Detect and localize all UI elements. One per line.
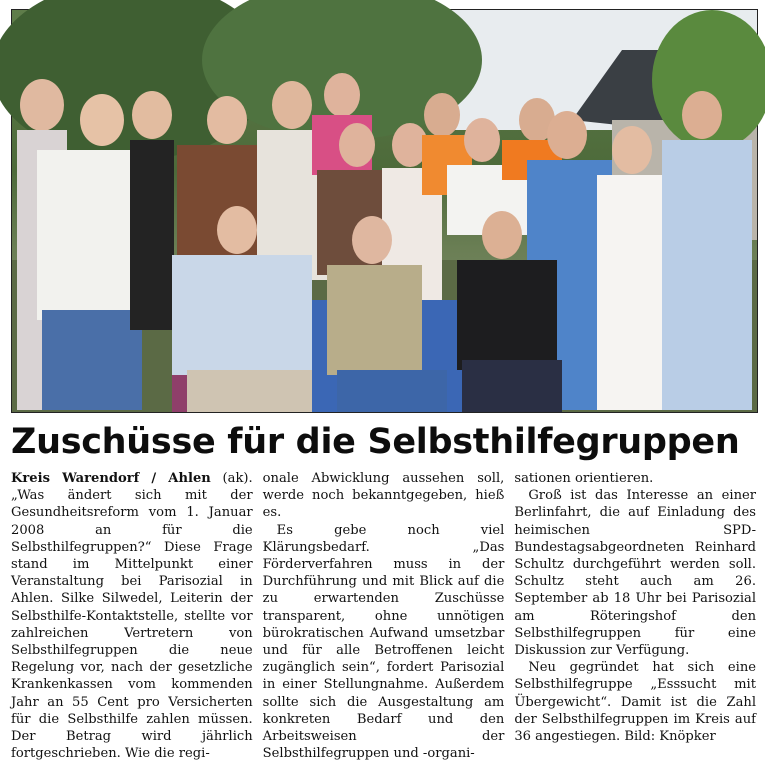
- dateline: Kreis Warendorf / Ahlen: [11, 471, 211, 486]
- group-photo-icon: [12, 10, 757, 412]
- article-paragraph: sationen orientieren.: [514, 471, 654, 486]
- article-body: [11, 470, 757, 762]
- article-paragraph: Groß ist das Interesse an einer Berlinfahrt, die auf Einladung des heimischen SPD-Bundestagsabgeordneten Reinhard Schultz durchgeführt werden soll. Schultz steht auch am 26. September ab 18 Uhr bei Parisozial am Röteringshof den Selbsthilfegruppen für eine Diskussion zur Verfügung.: [514, 488, 757, 659]
- article-paragraph: Es gebe noch viel Klärungsbedarf. „Das Förderverfahren muss in der Durchführung und mit Blick auf die zu erwartenden Zuschüsse transparent, ohne unnötigen bürokratischen Aufwand umsetzbar und für alle Betroffenen leicht zugänglich sein“, fordert Parisozial in einer Stellungnahme. Außerdem sollte sich die Ausgestaltung am konkreten Bedarf und den Arbeitsweisen der Selbsthilfegruppen und -organi-: [262, 522, 505, 762]
- headline: Zuschüsse für die Selbsthilfegruppen: [11, 422, 740, 462]
- group-photo: [11, 9, 758, 413]
- article-column-3: [514, 470, 757, 745]
- article-paragraph: onale Abwicklung aussehen soll, werde noch bekanntgegeben, hieß es.: [262, 471, 505, 521]
- paragraph-text: (ak). „Was ändert sich mit der Gesundheitsreform vom 1. Januar 2008 an für die Selbsthilfegruppen?“ Diese Frage stand im Mittelpunkt einer Veranstaltung bei Parisozial in Ahlen. Silke Silwedel, Leiterin der Selbsthilfe-Kontaktstelle, stellte vor zahlreichen Vertretern von Selbsthilfegruppen die neue Regelung vor, nach der gesetzliche Krankenkassen vom kommenden Jahr an 55 Cent pro Versicherten für die Selbsthilfe zahlen müssen. Der Betrag wird jährlich fortgeschrieben. Wie die regi-: [11, 471, 253, 762]
- article-paragraph: [11, 470, 253, 762]
- article-paragraph: Neu gegründet hat sich eine Selbsthilfegruppe „Esssucht mit Übergewicht“. Damit ist die Zahl der Selbsthilfegruppen im Kreis auf 36 angestiegen. Bild: Knöpker: [514, 660, 757, 745]
- article-column-2: [262, 470, 505, 762]
- article-column-1: [11, 470, 253, 762]
